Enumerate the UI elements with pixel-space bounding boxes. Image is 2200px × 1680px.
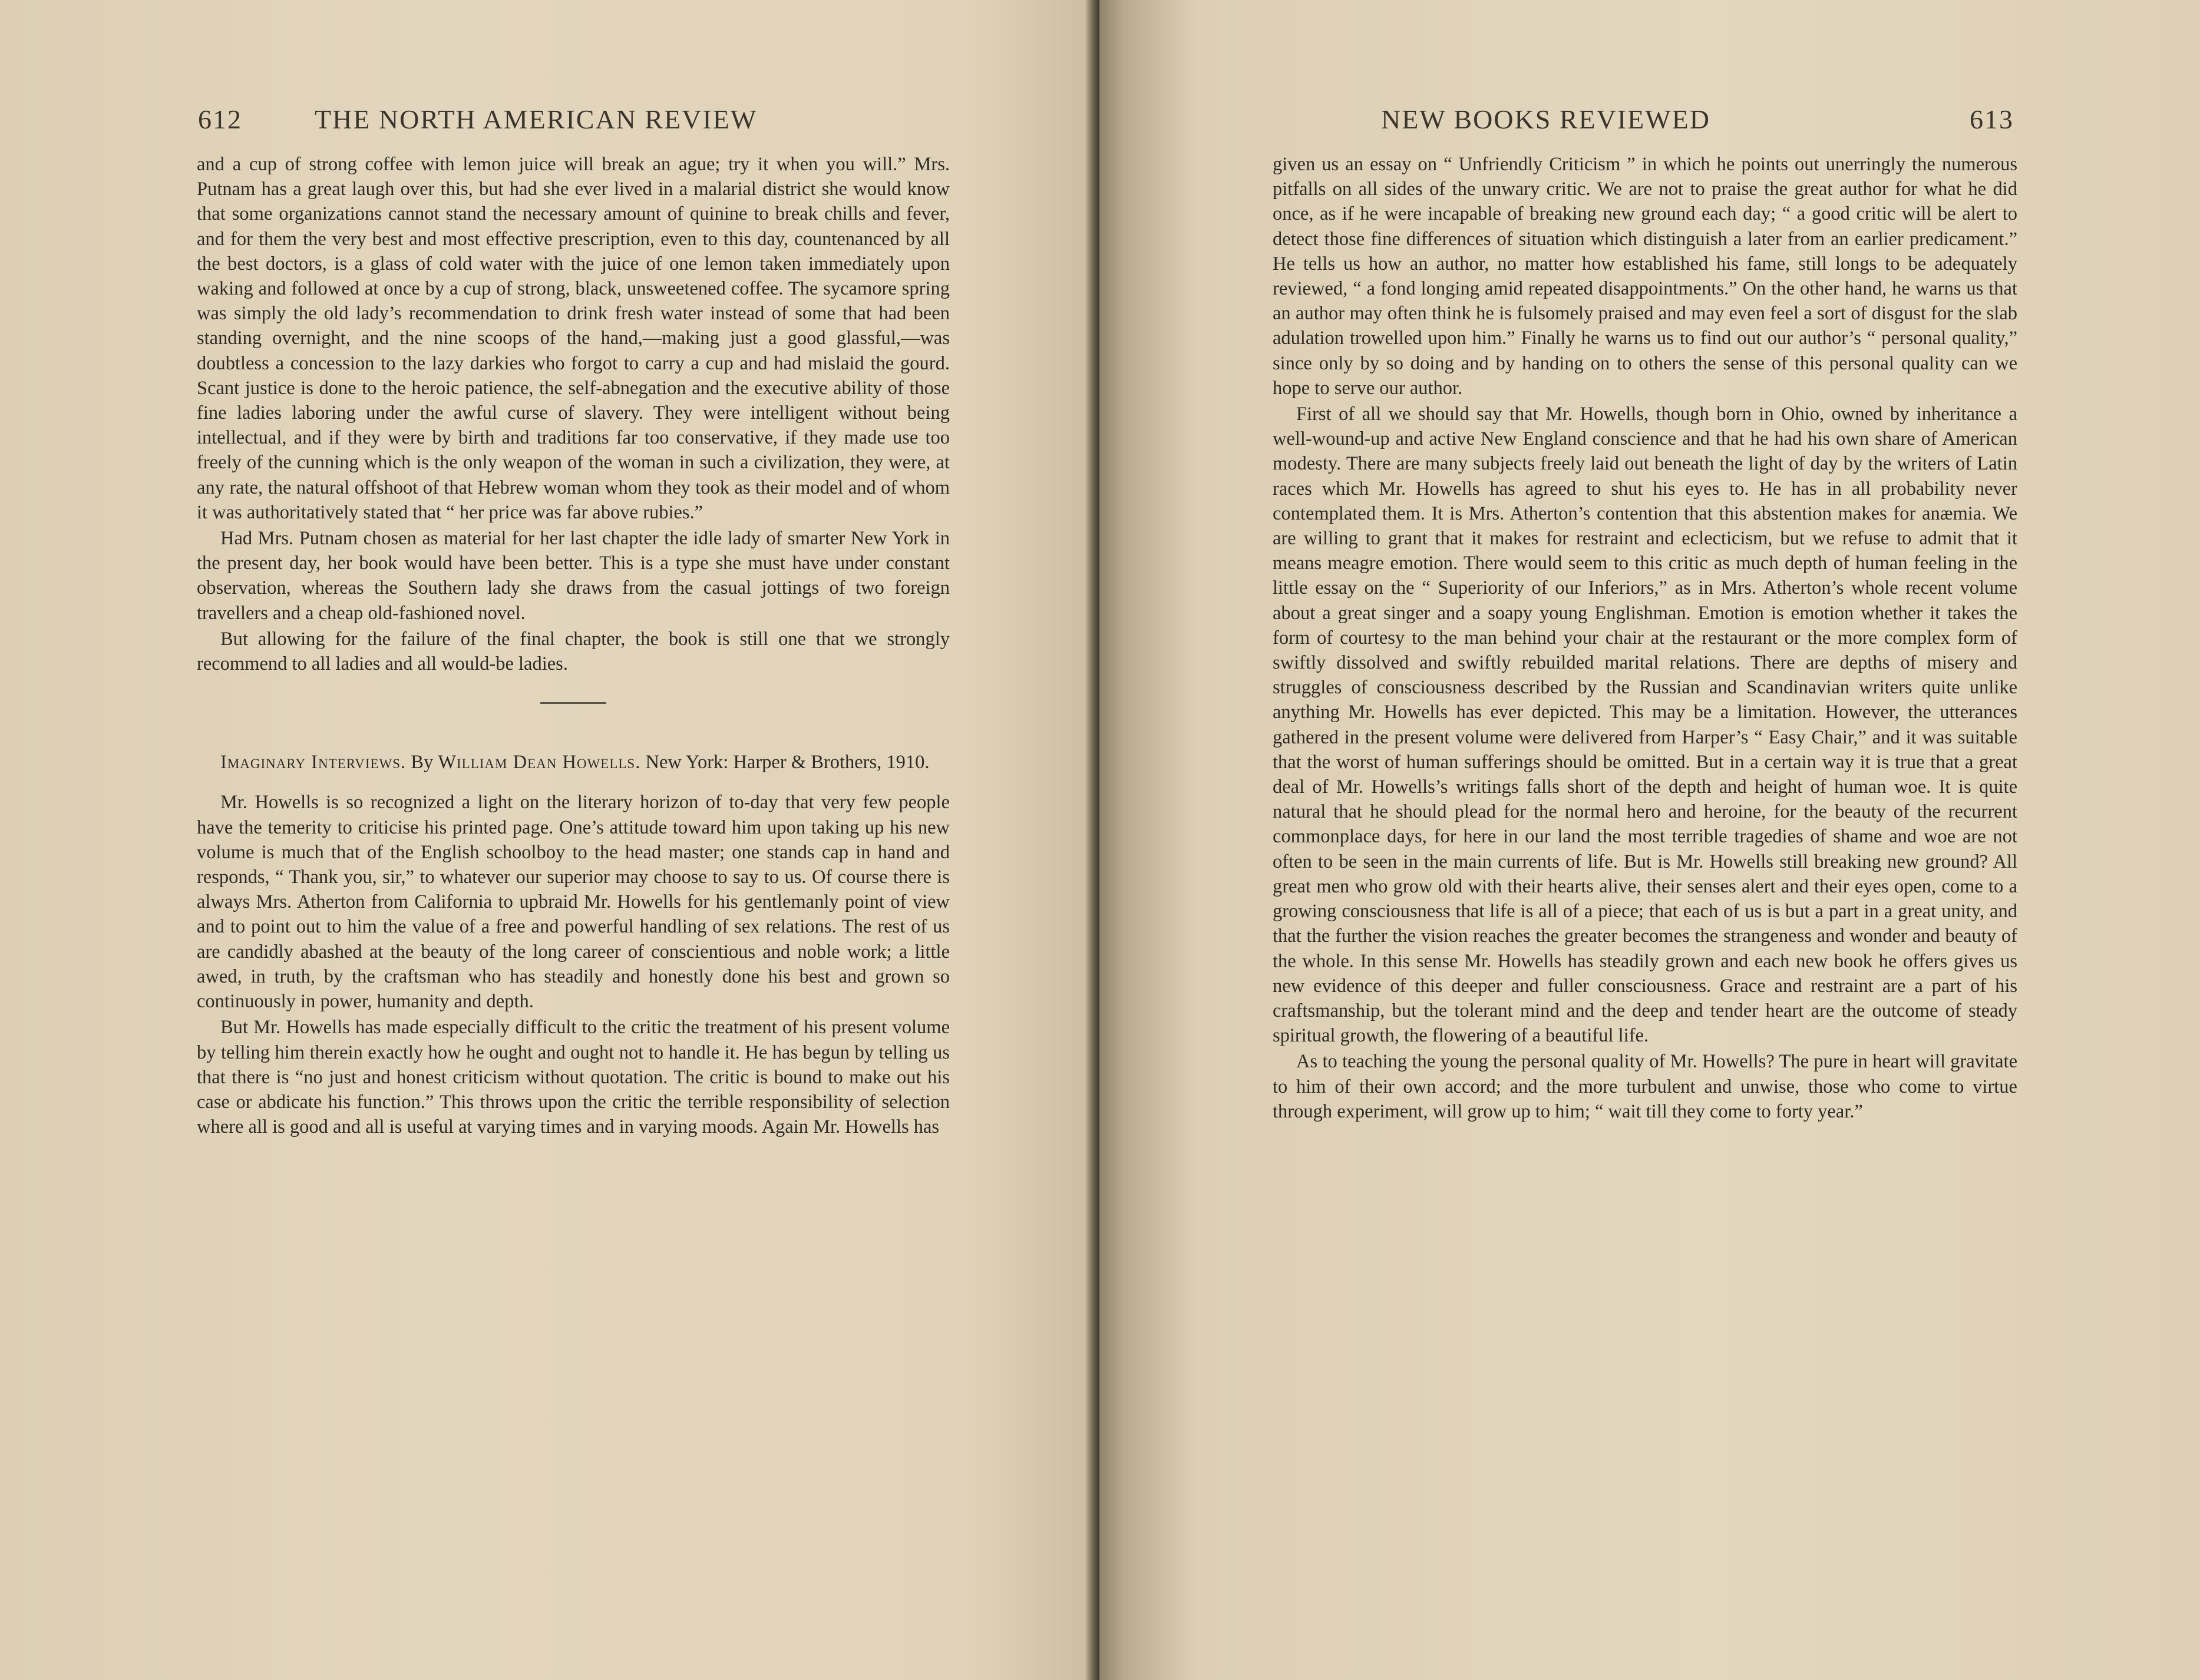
right-page-number: 613	[1970, 104, 2014, 134]
right-page	[1097, 0, 2200, 1680]
review-heading	[197, 750, 950, 775]
left-page	[0, 0, 1097, 1680]
paragraph: given us an essay on “ Unfriendly Criticism ” in which he points out unerringly the numerous pitfalls on all sides of the unwary critic. We are not to praise the great author for what he did once, as if he were incapable of breaking new ground each day; “ a good critic will be alert to detect those fine differences of situation which distinguish a later from an earlier predicament.” He tells us how an author, no matter how established his fame, still longs to be adequately reviewed, “ a fond longing amid repeated disappointments.” On the other hand, he warns us that an author may often think he is fulsomely praised and may even feel a sort of disgust for the slab adulation trowelled upon him.” Finally he warns us to find out our author’s “ personal quality,” since only by so doing and by handing on to others the sense of this personal quality can we hope to serve our author.	[1273, 154, 2017, 399]
paragraph: Had Mrs. Putnam chosen as material for her last chapter the idle lady of smarter New York in the present day, her book would have been better. This is a type she must have under constant observation, whereas the Southern lady she draws from the casual jottings of two foreign travellers and a cheap old-fashioned novel.	[197, 528, 950, 624]
paragraph: But Mr. Howells has made especially difficult to the critic the treatment of his present volume by telling him therein exactly how he ought and ought not to handle it. He has begun by telling us that there is “no just and honest criticism without quotation. The critic is bound to make out his case or abdicate his function.” This throws upon the critic the terrible responsibility of selection where all is good and all is useful at varying times and in varying moods. Again Mr. Howells has	[197, 1017, 950, 1138]
paragraph: But allowing for the failure of the final chapter, the book is still one that we strongly recommend to all ladies and all would-be ladies.	[197, 628, 950, 675]
review-publisher: New York: Harper & Brothers, 1910.	[645, 752, 930, 773]
book-gutter	[1085, 0, 1099, 1680]
review-book-title: Imaginary Interviews.	[220, 752, 407, 773]
left-running-title: THE NORTH AMERICAN REVIEW	[315, 104, 758, 134]
review-author: William Dean Howells.	[438, 752, 641, 773]
section-divider	[540, 702, 606, 704]
left-running-header	[198, 104, 950, 145]
paragraph: As to teaching the young the personal quality of Mr. Howells? The pure in heart will gravitate to him of their own accord; and the more turbulent and unwise, those who come to virtue through experiment, will grow up to him; “ wait till they come to forty year.”	[1273, 1051, 2017, 1122]
paragraph: Mr. Howells is so recognized a light on the literary horizon of to-day that very few people have the temerity to criticise his printed page. One’s attitude toward him upon taking up his new volume is much that of the English schoolboy to the head master; one stands cap in hand and responds, “ Thank you, sir,” to whatever our superior may choose to say to us. Of course there is always Mrs. Atherton from California to upbraid Mr. Howells for his gentlemanly point of view and to point out to him the value of a free and powerful handling of sex relations. The rest of us are candidly abashed at the beauty of the long career of conscientious and noble work; a little awed, in truth, by the craftsman who has steadily and honestly done his best and grown so continuously in power, humanity and depth.	[197, 792, 950, 1013]
review-by: By	[411, 752, 434, 773]
right-page-body	[1273, 152, 2017, 1124]
paragraph: First of all we should say that Mr. Howells, though born in Ohio, owned by inheritance a well-wound-up and active New England conscience and that he had his own share of American modesty. There are many subjects freely laid out beneath the light of day by the writers of Latin races which Mr. Howells has agreed to shut his eyes to. He has in all probability never contemplated them. It is Mrs. Atherton’s contention that this abstention makes for anæmia. We are willing to grant that it makes for restraint and eclecticism, but we refuse to admit that it means meagre emotion. There would seem to this critic as much depth of human feeling in the little essay on the “ Superiority of our Inferiors,” as in Mrs. Atherton’s whole recent volume about a great singer and a soapy young Englishman. Emotion is emotion whether it takes the form of courtesy to the man behind your chair at the restaurant or the more complex form of swiftly dissolved and swiftly rebuilded marital relations. There are depths of misery and struggles of consciousness described by the Russian and Scandinavian writers quite unlike anything Mr. Howells has ever depicted. This may be a limitation. However, the utterances gathered in the present volume were delivered from Harper’s “ Easy Chair,” and it was suitable that the worst of human sufferings should be omitted. But in a certain way it is true that a great deal of Mr. Howells’s writings falls short of the depth and height of human woe. It is quite natural that he should plead for the normal hero and heroine, for the beauty of the recurrent commonplace days, for here in our land the most terrible tragedies of shame and woe are not often to be seen in the main currents of life. But is Mr. Howells still breaking new ground? All great men who grow old with their hearts alive, their senses alert and their eyes open, come to a growing consciousness that life is all of a piece; that each of us is but a part in a great unity, and that the further the vision reaches the greater becomes the strangeness and wonder and beauty of the whole. In this sense Mr. Howells has steadily grown and each new book he offers gives us new evidence of this deeper and fuller consciousness. Grace and restraint are a part of his craftsmanship, but the tolerant mind and the deep and tender heart are the outcome of steady spiritual growth, the flowering of a beautiful life.	[1273, 404, 2017, 1047]
right-running-header	[1281, 104, 2014, 145]
paragraph: and a cup of strong coffee with lemon juice will break an ague; try it when you will.” Mrs. Putnam has a great laugh over this, but had she ever lived in a malarial district she would know that some organizations cannot stand the necessary amount of quinine to break chills and fever, and for them the very best and most effective prescription, even to this day, countenanced by all the best doctors, is a glass of cold water with the juice of one lemon taken immediately upon waking and followed at once by a cup of strong, black, unsweetened coffee. The sycamore spring was simply the old lady’s recommendation to drink fresh water instead of some that had been standing overnight, and the nine scoops of the hand,—making just a good glassful,—was doubtless a concession to the lazy darkies who forgot to carry a cup and had mislaid the gourd. Scant justice is done to the heroic patience, the self-abnegation and the executive ability of those fine ladies laboring under the awful curse of slavery. They were intelligent without being intellectual, and if they were by birth and traditions far too conservative, if they made use too freely of the cunning which is the only weapon of the woman in such a civilization, they were, at any rate, the natural offshoot of that Hebrew woman whom they took as their model and of whom it was authoritatively stated that “ her price was far above rubies.”	[197, 154, 950, 523]
left-page-number: 612	[198, 104, 242, 134]
left-page-body	[197, 152, 950, 1139]
right-running-title: NEW BOOKS REVIEWED	[1381, 104, 1710, 134]
